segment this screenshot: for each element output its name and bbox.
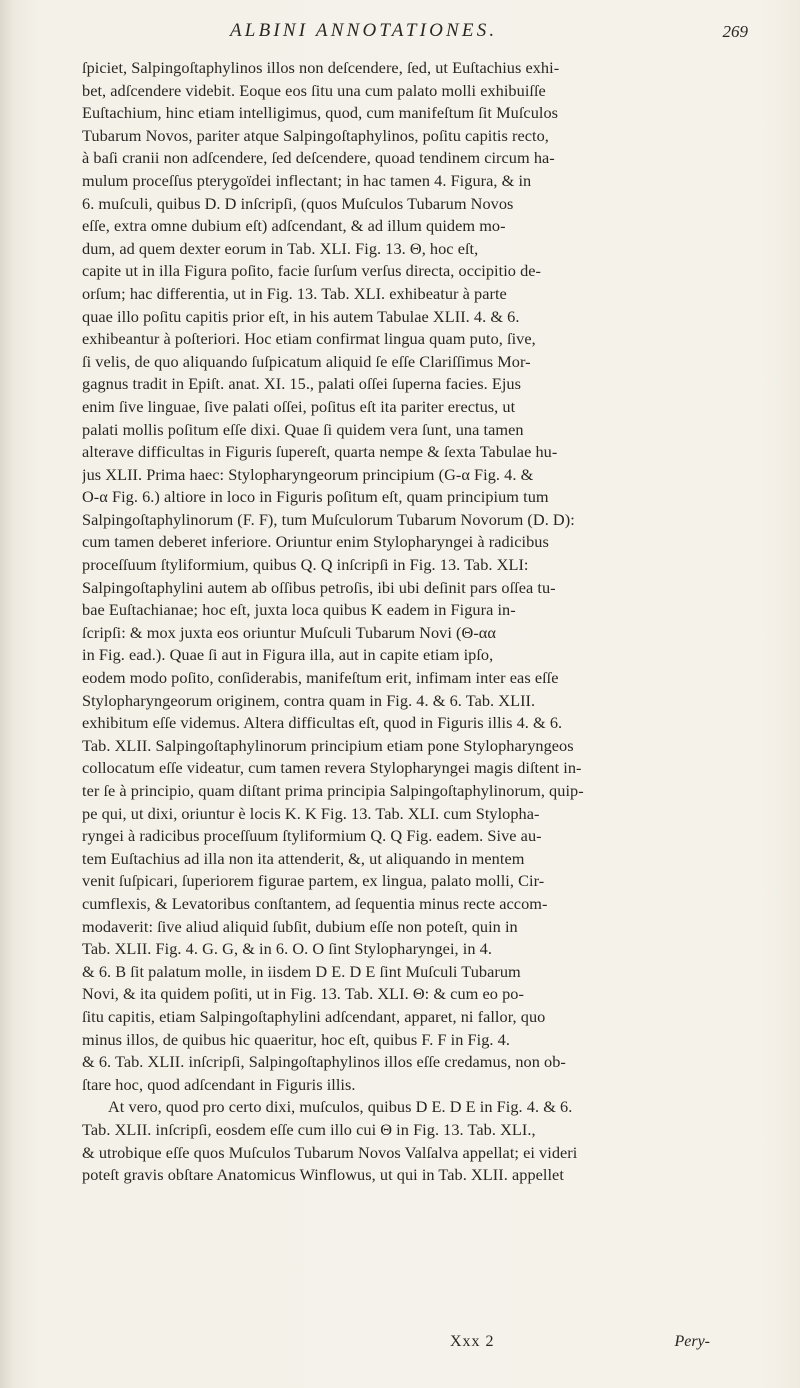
- text-line: venit ſuſpicari, ſuperiorem figurae partem, ex lingua, palato molli, Cir-: [82, 871, 545, 891]
- text-line: & 6. B ſit palatum molle, in iisdem D E. D E ſint Muſculi Tubarum: [82, 961, 521, 981]
- text-line: Tubarum Novos, pariter atque Salpingoſtaphylinos, poſitu capitis recto,: [82, 125, 549, 145]
- text-line: palati mollis poſitum eſſe dixi. Quae ſi quidem vera ſunt, una tamen: [82, 419, 524, 439]
- text-line: & utrobique eſſe quos Muſculos Tubarum Novos Valſalva appellat; ei videri: [82, 1142, 578, 1162]
- text-line: jus XLII. Prima haec: Stylopharyngeorum principium (G-α Fig. 4. &: [82, 464, 534, 484]
- text-line: modaverit: ſive aliud aliquid ſubſit, dubium eſſe non poteſt, quin in: [82, 916, 518, 936]
- text-line: mulum proceſſus pterygoïdei inflectant; in hac tamen 4. Figura, & in: [82, 170, 532, 190]
- page-edge-shadow: [0, 0, 14, 1388]
- text-line: 6. muſculi, quibus D. D inſcripſi, (quos Muſculos Tubarum Novos: [82, 193, 514, 213]
- text-line: alterave difficultas in Figuris ſupereſt, quarta nempe & ſexta Tabulae hu-: [82, 442, 558, 462]
- text-line: in Fig. ead.). Quae ſi aut in Figura illa, aut in capite etiam ipſo,: [82, 645, 494, 665]
- text-line: exhibitum eſſe videmus. Altera difficultas eſt, quod in Figuris illis 4. & 6.: [82, 713, 563, 733]
- text-line: cum tamen deberet inferiore. Oriuntur enim Stylopharyngei à radicibus: [82, 532, 549, 552]
- text-line: ter ſe à principio, quam diſtant prima principia Salpingoſtaphylinorum, quip-: [82, 781, 584, 800]
- text-line: ſcripſi: & mox juxta eos oriuntur Muſculi Tubarum Novi (Θ-αα: [82, 622, 496, 642]
- text-line: ſtare hoc, quod adſcendant in Figuris illis.: [82, 1074, 356, 1094]
- text-line: ryngei à radicibus proceſſuum ſtyliformium Q. Q Fig. eadem. Sive au-: [82, 826, 542, 846]
- text-line: poteſt gravis obſtare Anatomicus Winflowus, ut qui in Tab. XLII. appellet: [82, 1165, 564, 1185]
- text-line: capite ut in illa Figura poſito, facie ſurſum verſus directa, occipitio de-: [82, 261, 542, 281]
- text-line: & 6. Tab. XLII. inſcripſi, Salpingoſtaphylinos illos eſſe credamus, non ob-: [82, 1052, 566, 1072]
- text-line: tem Euſtachius ad illa non ita attenderit, &, ut aliquando in mentem: [82, 848, 525, 868]
- body-text: [82, 57, 720, 1187]
- text-line: eodem modo poſito, conſiderabis, manifeſtum erit, infimam inter eas eſſe: [82, 668, 559, 688]
- signature-mark: Xxx 2: [450, 1333, 495, 1350]
- text-line: cumflexis, & Levatoribus conſtantem, ad ſequentia minus recte accom-: [82, 893, 548, 913]
- text-line: O-α Fig. 6.) altiore in loco in Figuris poſitum eſt, quam principium tum: [82, 487, 549, 507]
- text-line: minus illos, de quibus hic quaeritur, hoc eſt, quibus F. F in Fig. 4.: [82, 1029, 510, 1049]
- page-number: 269: [722, 22, 748, 41]
- text-line: Novi, & ita quidem poſiti, ut in Fig. 13. Tab. XLI. Θ: & cum eo po-: [82, 984, 524, 1004]
- text-line: ſi velis, de quo aliquando ſuſpicatum aliquid ſe eſſe Clariſſimus Mor-: [82, 351, 531, 371]
- text-line: Tab. XLII. Salpingoſtaphylinorum principium etiam pone Stylopharyngeos: [82, 735, 574, 755]
- text-line: pe qui, ut dixi, oriuntur è locis K. K Fig. 13. Tab. XLI. cum Stylopha-: [82, 803, 540, 823]
- text-line: gagnus tradit in Epiſt. anat. XI. 15., palati oſſei ſuperna facies. Ejus: [82, 374, 522, 394]
- page-header: [62, 20, 748, 48]
- text-line: Salpingoſtaphylini autem ab oſſibus petroſis, ibi ubi deſinit pars oſſea tu-: [82, 577, 556, 597]
- text-line: eſſe, extra omne dubium eſt) adſcendant, & ad illum quidem mo-: [82, 216, 506, 236]
- text-line: bet, adſcendere videbit. Eoque eos ſitu una cum palato molli exhibuiſſe: [82, 80, 546, 100]
- catchword: Pery-: [674, 1333, 710, 1350]
- text-line: At vero, quod pro certo dixi, muſculos, quibus D E. D E in Fig. 4. & 6.: [108, 1097, 573, 1117]
- text-line: Salpingoſtaphylinorum (F. F), tum Muſculorum Tubarum Novorum (D. D):: [82, 509, 575, 529]
- text-line: Tab. XLII. inſcripſi, eosdem eſſe cum illo cui Θ in Fig. 13. Tab. XLI.,: [82, 1119, 536, 1139]
- text-line: Stylopharyngeorum originem, contra quam in Fig. 4. & 6. Tab. XLII.: [82, 690, 536, 710]
- text-line: proceſſuum ſtyliformium, quibus Q. Q inſcripſi in Fig. 13. Tab. XLI:: [82, 555, 529, 575]
- text-line: dum, ad quem dexter eorum in Tab. XLI. Fig. 13. Θ, hoc eſt,: [82, 238, 479, 258]
- text-line: Tab. XLII. Fig. 4. G. G, & in 6. O. O ſint Stylopharyngei, in 4.: [82, 939, 492, 959]
- text-line: orſum; hac differentia, ut in Fig. 13. Tab. XLI. exhibeatur à parte: [82, 283, 507, 303]
- text-line: quae illo poſitu capitis prior eſt, in his autem Tabulae XLII. 4. & 6.: [82, 306, 520, 326]
- text-line: ſitu capitis, etiam Salpingoſtaphylini adſcendant, apparet, ni fallor, quo: [82, 1006, 546, 1026]
- running-head: ALBINI ANNOTATIONES.: [230, 20, 498, 41]
- text-line: enim ſive linguae, ſive palati oſſei, poſitus eſt ita pariter erectus, ut: [82, 396, 516, 416]
- text-line: exhibeantur à poſteriori. Hoc etiam confirmat lingua quam puto, ſive,: [82, 329, 536, 349]
- text-line: ſpiciet, Salpingoſtaphylinos illos non deſcendere, ſed, ut Euſtachius exhi-: [82, 58, 560, 77]
- text-line: collocatum eſſe videatur, cum tamen revera Stylopharyngei magis diſtent in-: [82, 758, 582, 778]
- text-line: bae Euſtachianae; hoc eſt, juxta loca quibus K eadem in Figura in-: [82, 600, 516, 620]
- text-line: Euſtachium, hinc etiam intelligimus, quod, cum manifeſtum ſit Muſculos: [82, 103, 559, 123]
- text-line: à baſi cranii non adſcendere, ſed deſcendere, quoad tendinem circum ha-: [82, 148, 555, 168]
- page-footer: [82, 1333, 720, 1357]
